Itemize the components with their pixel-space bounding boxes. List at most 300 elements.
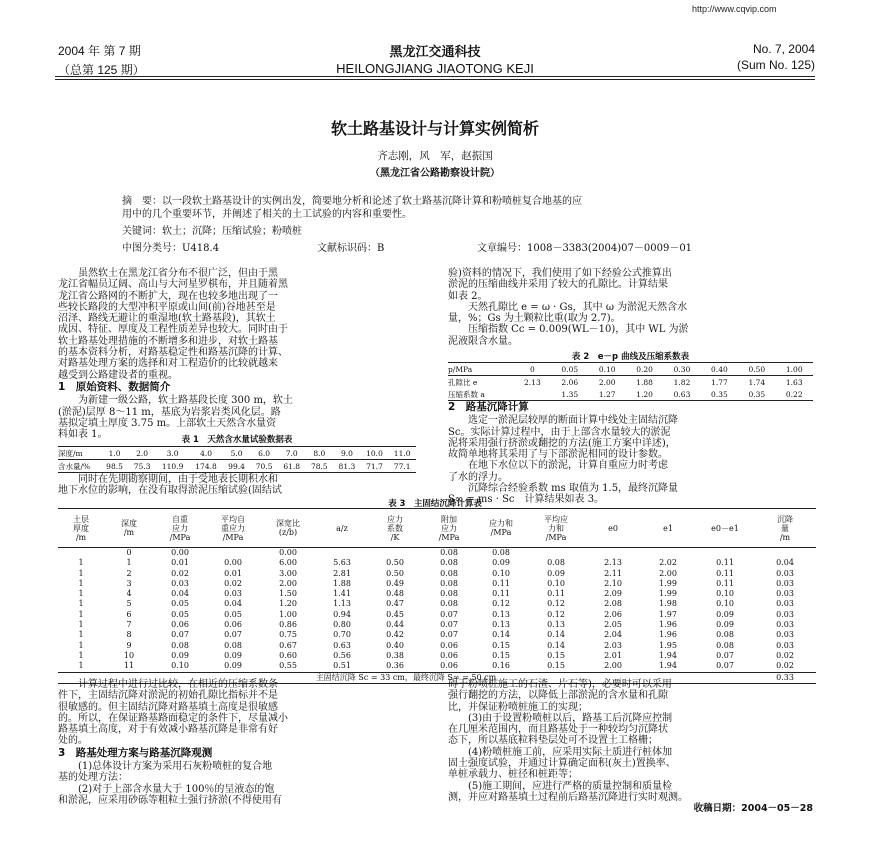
text-line: 越受到公路建设者的重视。 xyxy=(58,369,178,381)
table3-cell: 2.08 xyxy=(604,599,622,609)
table3-cell: 0.09 xyxy=(716,620,734,630)
left-column-continued xyxy=(58,474,416,497)
table3-cell: 0.03 xyxy=(776,640,794,650)
table3-cell: 0.02 xyxy=(776,661,794,671)
table3-cell: 1.96 xyxy=(659,620,677,630)
table3-footer-total: 0.33 xyxy=(776,672,794,682)
table3-header: 深宽比 (z/b) xyxy=(276,519,300,537)
table3-cell: 0.08 xyxy=(440,548,458,557)
table3-cell: 0.10 xyxy=(171,661,189,671)
table3-cell: 1.96 xyxy=(659,630,677,640)
table3-cell: 1.13 xyxy=(333,599,351,609)
table3-row xyxy=(58,641,816,651)
table2 xyxy=(448,362,813,401)
table3-cell: 0.12 xyxy=(547,609,565,619)
table3-cell: 0.44 xyxy=(386,620,404,630)
text-line: 件下，主固结沉降对淤泥的初始孔隙比指标并不是 xyxy=(58,690,278,702)
table3-cell: 0.07 xyxy=(171,630,189,640)
text-line: 测，并应对路基填土过程前后路基沉降进行实时观测。 xyxy=(448,791,688,803)
table3-cell xyxy=(58,548,104,559)
table3-row xyxy=(58,579,816,589)
table3-cell: 0.03 xyxy=(171,578,189,588)
text-line: 故简单地将其采用了与下部淤泥相同的设计参数。 xyxy=(448,449,668,461)
table1-row-label: 深度/m xyxy=(58,448,83,458)
table2-cell: 1.63 xyxy=(785,377,803,387)
table3-cell: 0.15 xyxy=(492,640,510,650)
text-line: 的基本资料分析，对路基稳定性和路基沉降的计算、 xyxy=(58,347,288,359)
abstract-line: 摘 要：以一段软土路基设计的实例出发，简要地分析和论述了软土路基沉降计算和粉喷桩复合地基的应 xyxy=(122,196,582,207)
table1-cell: 7.0 xyxy=(285,448,298,458)
text-line: 基的处理方法： xyxy=(58,772,128,784)
text-line: (1)总体设计方案为采用石灰粉喷桩的复合地 xyxy=(78,761,273,773)
text-line: 很敏感的。但主固结沉降对路基填土高度是很敏感 xyxy=(58,701,278,713)
table3-cell: 0.06 xyxy=(224,620,242,630)
text-line: 碍于粉喷桩施工的石渣、片石等)，必要时可以采用 xyxy=(448,679,672,690)
table3-cell: 2.06 xyxy=(604,609,622,619)
table3-cell: 1 xyxy=(78,620,84,630)
table3-cell: 5 xyxy=(126,599,132,609)
table3-cell: 1 xyxy=(78,599,84,609)
table3-cell: 0.08 xyxy=(440,558,458,568)
table3-cell: 0.02 xyxy=(776,650,794,660)
table3-cell: 2.05 xyxy=(604,620,622,630)
section-heading-3: 3 路基处理方案与路基沉降观测 xyxy=(58,746,213,759)
table1-row-label: 含水量/% xyxy=(58,461,91,471)
table3-header: 应力和 /MPa xyxy=(489,519,513,537)
table3-cell: 0.09 xyxy=(224,661,242,671)
table3-cell: 1 xyxy=(78,578,84,588)
table3-cell: 2.04 xyxy=(604,630,622,640)
table3-cell: 5.63 xyxy=(333,558,351,568)
text-line: 态下，所以基底粒料垫层处可不设置土工格栅； xyxy=(448,735,658,747)
table3-cell: 0.47 xyxy=(386,599,404,609)
table2-cell: 1.00 xyxy=(785,364,803,374)
table3-row xyxy=(58,558,816,568)
table3-cell: 0.09 xyxy=(547,568,565,578)
table3-cell: 0.08 xyxy=(547,558,565,568)
table3-cell: 0.51 xyxy=(333,661,351,671)
table3-cell: 0.14 xyxy=(492,630,510,640)
table3-cell: 0.04 xyxy=(776,558,794,568)
table2-e-row xyxy=(448,376,813,389)
table2-a-row xyxy=(448,388,813,401)
text-line: 路基填土高度，对于有效减小路基沉降是非常有好 xyxy=(58,724,278,736)
intro-paragraph xyxy=(58,268,416,381)
table3-cell: 0.48 xyxy=(386,589,404,599)
table3-cell: 0.07 xyxy=(716,650,734,660)
table3-cell: 0.42 xyxy=(386,630,404,640)
formula-line: 天然孔隙比 e = ω · Gs，其中 ω 为淤泥天然含水 xyxy=(468,301,688,313)
text-line: Sc。实际计算过程中，由于上部含水量较大的淤泥 xyxy=(448,426,671,438)
table3-cell: 0.13 xyxy=(492,609,510,619)
table3-cell: 0.11 xyxy=(492,589,510,599)
table2-cell: 0.05 xyxy=(561,364,579,374)
table3-caption: 表 3 主固结沉降计算表 xyxy=(388,499,482,509)
table3-cell: 0.02 xyxy=(171,568,189,578)
text-line: 龙江省公路网的不断扩大，现在也较多地出现了一 xyxy=(58,290,278,302)
formula-line: 泥液限含水量。 xyxy=(448,335,518,347)
table2-cell: 1.20 xyxy=(636,389,653,399)
table2-cell: 2.00 xyxy=(598,377,616,387)
right-column xyxy=(448,268,813,347)
text-line: 沉降综合经验系数 ms 取值为 1.5，最终沉降量 xyxy=(468,483,679,495)
table3-cell: 0.50 xyxy=(386,568,404,578)
table3-cell: 7 xyxy=(126,620,132,630)
table3-cell: 2.00 xyxy=(604,661,622,671)
table3-cell: 0.09 xyxy=(171,650,189,660)
table3-cell: 0.45 xyxy=(386,609,404,619)
table2-cell: 1.82 xyxy=(673,377,691,387)
table2-cell: 0.30 xyxy=(673,364,691,374)
table3-cell: 3 xyxy=(126,578,132,588)
table3-cell: 10 xyxy=(123,650,135,660)
table3-cell xyxy=(316,548,368,559)
issue-sum: （总第 125 期） xyxy=(58,63,145,77)
table3-cell: 0.07 xyxy=(440,630,458,640)
text-line: 为新建一级公路，软土路基段长度 300 m，软土 xyxy=(78,395,293,407)
table2-cell: 0.22 xyxy=(785,389,803,399)
table3-header: 沉降 量 /m xyxy=(777,514,793,542)
table3-cell: 0.11 xyxy=(716,568,734,578)
table3-cell: 0.49 xyxy=(386,578,404,588)
table3-cell xyxy=(206,548,260,559)
table3-cell: 0.67 xyxy=(279,640,297,650)
table1-cell: 4.0 xyxy=(200,448,212,458)
article-number: 文章编号：1008－3383(2004)07－0009－01 xyxy=(477,243,693,254)
table3-cell: 1.00 xyxy=(279,609,297,619)
table3-row xyxy=(58,610,816,620)
table1-cell: 110.9 xyxy=(161,461,184,471)
journal-name-en: HEILONGJIANG JIAOTONG KEJI xyxy=(336,61,534,76)
table3-header: e0－e1 xyxy=(711,523,739,533)
table2-cell: 2.06 xyxy=(561,377,579,387)
table2-cell: 0.35 xyxy=(748,389,766,399)
table3-row xyxy=(58,620,816,630)
table3-cell: 2.81 xyxy=(333,568,351,578)
table1-cell: 70.5 xyxy=(255,461,273,471)
table3-cell: 0.00 xyxy=(171,548,189,557)
table3-cell: 0.06 xyxy=(440,640,458,650)
table3-cell: 0.00 xyxy=(224,558,242,568)
table3-cell xyxy=(696,548,754,559)
article-title: 软土路基设计与计算实例简析 xyxy=(330,119,539,138)
table3-cell: 1 xyxy=(78,640,84,650)
header-rule xyxy=(55,76,815,77)
table2-cell: 1.74 xyxy=(748,377,766,387)
table3-cell: 0.01 xyxy=(224,568,242,578)
table3-cell: 0.03 xyxy=(776,589,794,599)
table3-cell: 0.86 xyxy=(279,620,297,630)
table1-cell: 11.0 xyxy=(393,448,411,458)
table1-cell: 98.5 xyxy=(106,461,123,471)
table3-cell: 2.02 xyxy=(659,558,677,568)
table3-cell: 0.40 xyxy=(386,640,404,650)
table3-cell: 0.60 xyxy=(279,650,297,660)
text-line: S∞ = ms · Sc 计算结果如表 3。 xyxy=(448,494,605,506)
section-heading-2: 2 路基沉降计算 xyxy=(448,401,529,413)
table3-cell: 2.00 xyxy=(279,578,297,588)
table2-cell xyxy=(514,388,551,401)
table3-header: a/z xyxy=(336,523,348,533)
table3-cell: 1.50 xyxy=(279,589,297,599)
table3-cell: 0.08 xyxy=(440,589,458,599)
table3-cell: 1.88 xyxy=(333,578,351,588)
table3-cell: 1.20 xyxy=(279,599,297,609)
text-line: 地下水位的影响，在没有取得淤泥压缩试验(固结试 xyxy=(58,485,282,497)
table2-cell: 1.35 xyxy=(561,389,579,399)
table3-cell: 0.11 xyxy=(492,578,510,588)
table3-cell: 0.11 xyxy=(716,558,734,568)
table1-cell: 8.0 xyxy=(313,448,326,458)
table3-cell: 4 xyxy=(126,589,132,599)
table3-cell: 0.11 xyxy=(547,589,565,599)
table3-cell: 2.10 xyxy=(604,578,622,588)
issue-year: 2004 年 第 7 期 xyxy=(58,44,141,58)
table3-cell: 1 xyxy=(126,558,132,568)
table3-cell: 1 xyxy=(78,568,84,578)
table1-cell: 174.8 xyxy=(195,461,217,471)
table3-cell xyxy=(368,548,422,559)
table3-cell: 0.03 xyxy=(224,589,242,599)
table3-cell: 0.15 xyxy=(492,650,510,660)
table3-cell: 0.08 xyxy=(716,640,734,650)
table3-row xyxy=(58,651,816,661)
table2-cell: 0.20 xyxy=(636,364,653,374)
table3-cell: 1.97 xyxy=(659,609,677,619)
text-line: (2)对于上部含水量大于 100％的呈液态的饱 xyxy=(78,783,275,795)
table2-cell: 0.50 xyxy=(748,364,766,374)
table3-cell: 0.08 xyxy=(171,640,189,650)
left-column xyxy=(58,268,416,440)
table2-row-label: p/MPa xyxy=(448,364,473,374)
table3-cell: 0.14 xyxy=(547,640,565,650)
table3-header: 应力 系数 /K xyxy=(387,514,403,542)
keywords: 关键词：软土；沉降；压缩试验；粉喷桩 xyxy=(122,226,302,237)
table3-cell: 2.13 xyxy=(604,558,622,568)
text-line: 对路基处理方案的选择和对工程造价的比较就越来 xyxy=(58,358,278,370)
text-line: 计算过程中进行过比较，在相近的压缩系数条 xyxy=(78,679,278,690)
text-line: (3)由于设置粉喷桩以后，路基工后沉降应控制 xyxy=(468,712,673,724)
right-column-section2 xyxy=(448,402,813,506)
table2-cell: 0.10 xyxy=(598,364,616,374)
text-line: 固土强度试验，并通过计算确定面积(灰土)置换率、 xyxy=(448,758,676,770)
table1-cell: 77.1 xyxy=(393,461,411,471)
table3-cell: 1 xyxy=(78,650,84,660)
table3-cell xyxy=(754,548,816,559)
table3-cell: 1 xyxy=(78,589,84,599)
table3-cell: 0.12 xyxy=(547,599,565,609)
table3-cell: 1 xyxy=(78,558,84,568)
table3-cell: 1.95 xyxy=(659,640,677,650)
section-heading-1: 1 原始资料、数据简介 xyxy=(58,380,171,393)
table1-cell: 81.3 xyxy=(338,461,356,471)
text-line: 和淤泥，应采用砂砾等粗粒土强行挤淤(不得使用有 xyxy=(58,794,282,806)
table3-cell: 0.09 xyxy=(224,650,242,660)
classification-row xyxy=(122,242,762,255)
table3-cell: 0.06 xyxy=(440,650,458,660)
table3-header: e0 xyxy=(608,523,618,533)
received-date: 收稿日期：2004－05－28 xyxy=(693,803,813,815)
text-line: 单桩承载力、桩径和桩距等； xyxy=(448,769,578,781)
text-line: 强行翻挖的方法，以降低上部淤泥的含水量和孔隙 xyxy=(448,690,668,702)
table2-row-label: 孔隙比 e xyxy=(448,377,478,387)
table3-cell: 0.03 xyxy=(776,609,794,619)
table2-cell: 1.77 xyxy=(711,377,728,387)
table3-row xyxy=(58,589,816,599)
table3-header: 平均应 力和 /MPa xyxy=(544,514,568,542)
text-line: 处的。 xyxy=(58,735,88,747)
table3-cell: 0.12 xyxy=(492,599,510,609)
text-line: 虽然软土在黑龙江省分布不很广泛，但由于黑 xyxy=(78,268,278,279)
table3-cell: 0.10 xyxy=(547,578,565,588)
table3-cell: 0.03 xyxy=(776,620,794,630)
text-line: (5)施工期间，应进行严格的质量控制和质量检 xyxy=(468,780,673,792)
table3-cell: 0.10 xyxy=(716,599,734,609)
table3-cell xyxy=(526,548,586,559)
issue-sum-en: (Sum No. 125) xyxy=(736,58,815,72)
table3-cell: 0.80 xyxy=(333,620,351,630)
table2-cell: 1.27 xyxy=(598,389,616,399)
table3-cell: 0.00 xyxy=(279,548,297,557)
abstract-line: 用中的几个重要环节，并阐述了相关的土工试验的内容和重要性。 xyxy=(122,209,412,220)
document-code: 文献标识码：B xyxy=(317,243,385,254)
text-line: 选定一淤泥层较厚的断面计算中线处主固结沉降 xyxy=(468,415,678,427)
table3-cell: 0.10 xyxy=(716,589,734,599)
table3-cell: 0.08 xyxy=(440,568,458,578)
table2-cell: 0 xyxy=(529,364,535,374)
table3-cell: 0.08 xyxy=(440,578,458,588)
table3-cell: 6 xyxy=(126,609,132,619)
table2-cell: 0.40 xyxy=(711,364,728,374)
table1-cell: 75.3 xyxy=(133,461,151,471)
table3-cell: 0.75 xyxy=(279,630,297,640)
table1-cell: 9.0 xyxy=(340,448,353,458)
table1 xyxy=(58,446,416,473)
class-number: 中图分类号：U418.4 xyxy=(122,243,220,254)
affiliation: （黑龙江省公路勘察设计院） xyxy=(370,168,500,179)
table3-cell: 0.01 xyxy=(171,558,189,568)
table3-cell: 0.06 xyxy=(440,661,458,671)
table3-cell: 0.06 xyxy=(171,620,189,630)
bottom-right-column xyxy=(448,679,813,815)
table1-cell: 3.0 xyxy=(166,448,179,458)
table3-header: e1 xyxy=(663,523,673,533)
table3-cell: 1.98 xyxy=(659,599,677,609)
table3-cell: 1.94 xyxy=(659,650,677,660)
table3-cell: 0.03 xyxy=(776,568,794,578)
table1-cell: 6.0 xyxy=(258,448,271,458)
table3-header: 土层 厚度 /m xyxy=(73,514,89,542)
table3-cell: 0.16 xyxy=(492,661,510,671)
table3-header: 平均自 重应力 /MPa xyxy=(221,514,245,542)
table1-cell: 1.0 xyxy=(108,448,121,458)
table3-cell: 0.94 xyxy=(333,609,351,619)
text-line: 料如表 1。 xyxy=(58,429,108,441)
table3-header: 附加 应力 /MPa xyxy=(438,514,460,542)
table3-cell: 0.11 xyxy=(716,578,734,588)
table3-row xyxy=(58,661,816,672)
table1-depth-row xyxy=(58,447,416,460)
table1-cell: 71.7 xyxy=(366,461,383,471)
table3-cell: 0.15 xyxy=(547,661,565,671)
abstract xyxy=(122,195,762,255)
text-line: 些较长路段的大型冲积平原或山间(前)谷地甚至是 xyxy=(58,301,276,313)
table3-cell: 0.08 xyxy=(224,640,242,650)
text-line: 比，并保证粉喷桩施工的实现； xyxy=(448,701,588,713)
text-line: 软土路基处理措施的不断增多和进步，对软土路基 xyxy=(58,335,278,347)
table3-cell: 6.00 xyxy=(279,558,297,568)
table3 xyxy=(58,508,816,684)
table3-cell: 0.50 xyxy=(386,558,404,568)
table2-caption: 表 2 e－p 曲线及压缩系数表 xyxy=(571,352,690,362)
table1-cell: 10.0 xyxy=(366,448,383,458)
table3-cell: 0.03 xyxy=(776,578,794,588)
text-line: 沼泽、路线无避让的重湿地(软土路基段)，其软土 xyxy=(58,313,276,325)
table3-cell: 0.09 xyxy=(492,558,510,568)
table3-cell: 0.04 xyxy=(224,599,242,609)
table3-cell: 0 xyxy=(126,548,132,557)
table3-cell: 0.03 xyxy=(776,630,794,640)
table3-cell: 2.11 xyxy=(604,568,622,578)
text-line: 泥将采用强行挤淤或翻挖的方法(施工方案中详述)， xyxy=(448,437,676,449)
table3-row xyxy=(58,630,816,640)
table3-cell: 0.03 xyxy=(776,599,794,609)
table3-row xyxy=(58,599,816,609)
table3-cell: 0.02 xyxy=(224,578,242,588)
table3-cell: 0.10 xyxy=(492,568,510,578)
text-line: (淤泥)层厚 8～11 m，基底为岩浆岩类风化层。路 xyxy=(58,406,281,418)
issue-no-en: No. 7, 2004 xyxy=(752,42,815,56)
issue-info-en xyxy=(700,42,815,72)
table3-cell: 0.07 xyxy=(716,661,734,671)
table3-cell: 0.70 xyxy=(333,630,351,640)
text-line: 龙江省幅员辽阔、高山与大河星罗棋布，并且随着黑 xyxy=(58,279,288,291)
table2-cell: 2.13 xyxy=(524,377,541,387)
table3-cell: 1.41 xyxy=(333,589,351,599)
table3-cell: 0.07 xyxy=(224,630,242,640)
text-line: 基拟定填土厚度 3.75 m。上部软土天然含水量资 xyxy=(58,417,277,429)
table3-cell: 1.99 xyxy=(659,578,677,588)
table2-cell: 0.35 xyxy=(711,389,728,399)
table3-cell: 2.00 xyxy=(659,568,677,578)
text-line: 淤泥的压缩曲线并采用了较大的孔隙比。计算结果 xyxy=(448,279,668,291)
table3-cell: 1 xyxy=(78,661,84,671)
table3-row xyxy=(58,548,816,559)
table3-cell: 1 xyxy=(78,630,84,640)
table1-water-row xyxy=(58,460,416,473)
text-line: 成因、特征、厚度及工程性质差异也较大。同时由于 xyxy=(58,324,288,336)
table3-cell: 1 xyxy=(78,609,84,619)
table3-cell: 2.03 xyxy=(604,640,622,650)
table3-header: 深度 /m xyxy=(121,519,137,537)
formula-line: 量，%；Gs 为土颗粒比重(取为 2.7)。 xyxy=(448,313,621,325)
table3-cell: 3.00 xyxy=(279,568,297,578)
table3-cell: 0.15 xyxy=(547,650,565,660)
table3-cell: 0.05 xyxy=(171,609,189,619)
table1-cell: 78.5 xyxy=(310,461,328,471)
table3-body xyxy=(58,548,816,673)
table3-cell xyxy=(640,548,696,559)
table1-cell: 2.0 xyxy=(136,448,149,458)
table3-cell: 1.99 xyxy=(659,589,677,599)
table3-cell: 11 xyxy=(123,661,135,671)
table2-p-row xyxy=(448,363,813,376)
table3-cell: 0.07 xyxy=(440,609,458,619)
table3-cell: 2.01 xyxy=(604,650,622,660)
table1-caption: 表 1 天然含水量试验数据表 xyxy=(181,435,293,445)
text-line: (4)粉喷桩施工前，应采用实际土质进行桩体加 xyxy=(468,746,673,758)
table3-cell: 0.38 xyxy=(386,650,404,660)
